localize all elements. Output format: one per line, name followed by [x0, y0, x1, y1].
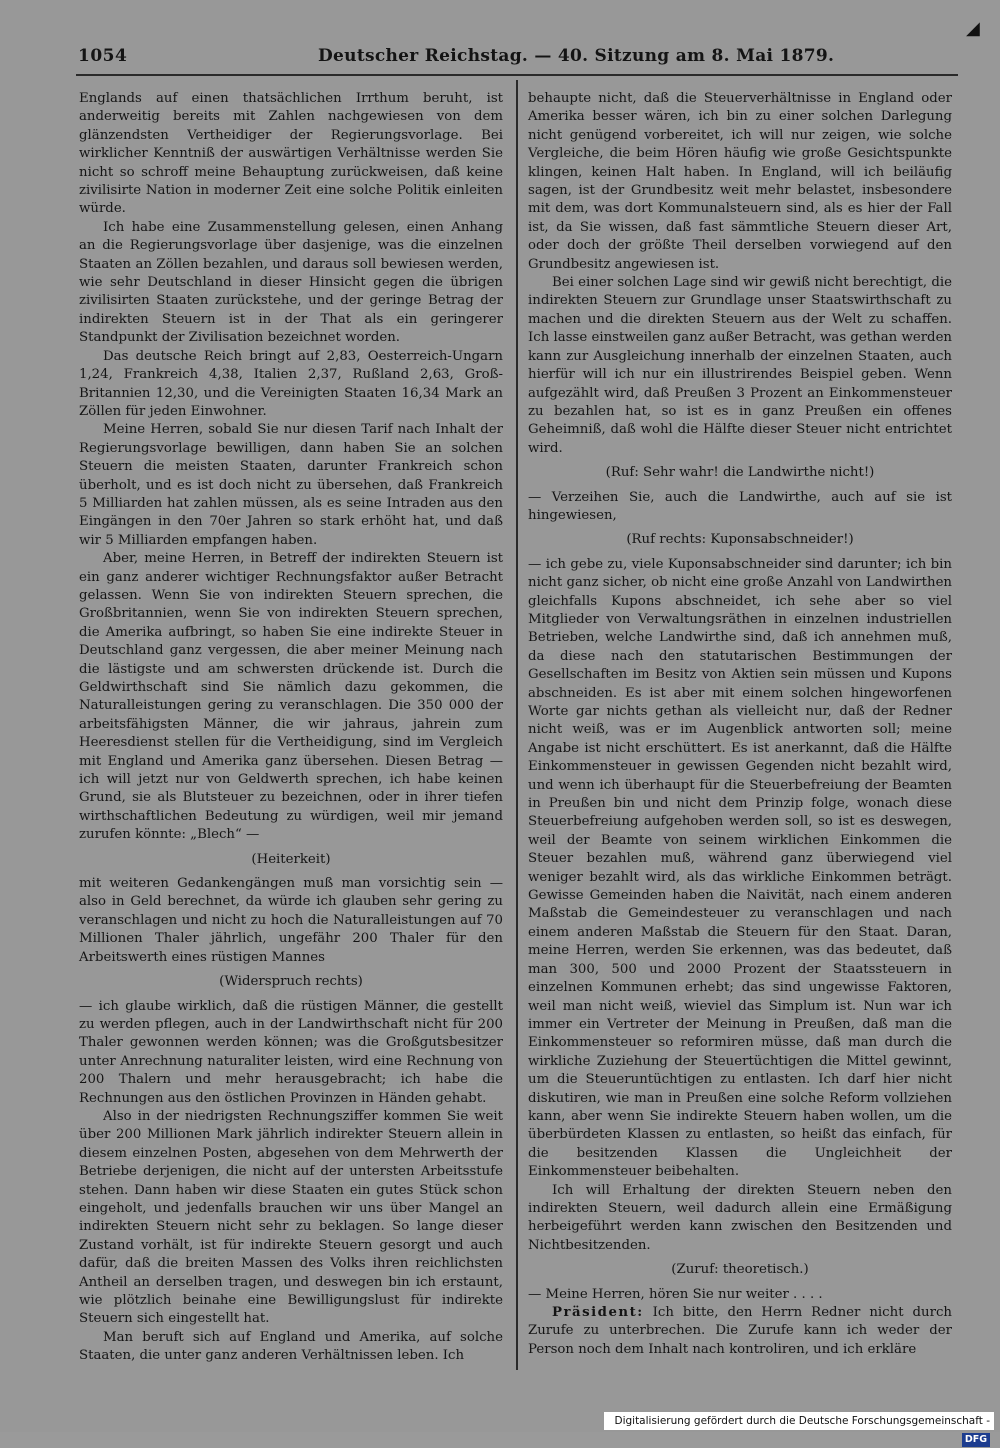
credit-text: Digitalisierung gefördert durch die Deutsche Forschungsgemeinschaft - [614, 1415, 990, 1427]
column-rule [516, 80, 518, 1370]
paragraph: behaupte nicht, daß die Steuerverhältnisse in England oder Amerika besser wären, ich bin zu einer solchen Darlegung nicht genügend vorbereitet, ich will nur zeigen, wie solche Vergleiche, die beim Hören häufig wie große Gesichtspunkte klingen, keinen Halt haben. In England, will ich beiläufig sagen, ist der Grundbesitz weit mehr belastet, insbesondere mit dem, was dort Kommunalsteuern sind, als es hier der Fall ist, da Sie wissen, daß fast sämmtliche Steuern dieser Art, oder doch der größte Theil derselben vorwiegend auf den Grundbesitz angewiesen ist. [528, 91, 952, 272]
paragraph: — ich glaube wirklich, daß die rüstigen Männer, die gestellt zu werden pflegen, auch in der Landwirthschaft nicht für 200 Thaler gewonnen werden können; was die Großgutsbesitzer unter Anrechnung naturaliter leisten, wird eine Rechnung von 200 Thalern und mehr herausgebracht; ich habe die Rechnungen aus den östlichen Provinzen in Händen gehabt. [79, 998, 503, 1106]
interjection: (Heiterkeit) [251, 851, 331, 867]
page-number: 1054 [78, 46, 128, 66]
paragraph: Bei einer solchen Lage sind wir gewiß nicht berechtigt, die indirekten Steuern zur Grundlage unser Staatswirthschaft zu machen und die direkten Steuern aus der Welt zu schaffen. Ich lasse einstweilen ganz außer Betracht, was gethan werden kann zur Ausgleichung innerhalb der einzelnen Staaten, auch hierfür will ich nur ein illustrirendes Beispiel geben. Wenn aufgezählt wird, daß Preußen 3 Prozent an Einkommensteuer zu bezahlen hat, so ist es in ganz Preußen ein offenes Geheimniß, daß wohl die Hälfte dieser Steuer nicht entrichtet wird. [528, 275, 952, 456]
speaker-name: Präsident: [552, 1305, 644, 1320]
paragraph: Meine Herren, sobald Sie nur diesen Tarif nach Inhalt der Regierungsvorlage bewilligen, dann haben Sie an solchen Steuern die meisten Staaten, darunter Frankreich schon überholt, und es ist doch nicht zu übersehen, daß Frankreich 5 Milliarden hat zahlen müssen, als es seine Intraden aus den Eingängen in den 70er Jahren so stark erhöht hat, und daß wir 5 Milliarden empfangen haben. [79, 422, 503, 548]
interjection: (Widerspruch rechts) [219, 974, 363, 990]
speaker-text: Ich bitte, den Herrn Redner nicht durch Zurufe zu unterbrechen. Die Zurufe kann ich weder der Person noch dem Inhalt nach kontroliren, und ich erkläre [528, 1305, 952, 1357]
paragraph: Man beruft sich auf England und Amerika, auf solche Staaten, die unter ganz anderen Verhältnissen leben. Ich [79, 1329, 503, 1364]
header-rule [76, 74, 958, 76]
paragraph: — Verzeihen Sie, auch die Landwirthe, auch auf sie ist hingewiesen, [528, 489, 952, 523]
paragraph: — ich gebe zu, viele Kuponsabschneider sind darunter; ich bin nicht ganz sicher, ob nicht eine große Anzahl von Landwirthen gleichfalls Kupons abschneidet, ich sehe aber so viel Mitglieder von Verwaltungsräthen in einzelnen industriellen Betrieben, welche Landwirthe sind, daß ich annehmen muß, da diese nach den statutarischen Bestimmungen der Gesellschaften im Besitz von Aktien sein müssen und Kupons abschneiden. Es ist aber mit einem solchen hingeworfenen Worte gar nichts gethan als vielleicht nur, daß der Redner nicht weiß, was er im Augenblick antworten soll; meine Angabe ist nicht erschüttert. Es ist anerkannt, daß die Hälfte Einkommensteuer in gewissen Gegenden nicht bezahlt wird, und wenn ich überhaupt für die Steuerbefreiung der Beamten in Preußen bin und nicht dem Prinzip folge, wonach diese Steuerbefreiung aufgehoben werden soll, so ist es deswegen, weil der Beamte von seinem wirklichen Einkommen die Steuer bezahlen muß, während ganz überwiegend viel weniger bezahlt wird, als das wirkliche Einkommen beträgt. Gewisse Gemeinden haben die Naivität, nach einem anderen Maßstab die Gemeindesteuer zu veranschlagen und nach einem anderen Maßstab die Steuern für den Staat. Daran, meine Herren, werden Sie erkennen, was das bedeutet, daß man 300, 500 und 2000 Prozent der Staatssteuern in einzelnen Kommunen erhebt; das sind ungewisse Faktoren, weil man nicht weiß, wieviel das Simplum ist. Nun war ich immer ein Vertreter der Meinung in Preußen, daß man die Einkommensteuer so reformiren müsse, daß man durch die wirkliche Zuziehung der Steuertüchtigen die Mittel gewinnt, um die Steueruntüchtigen zu entlasten. Ich darf hier nicht diskutiren, wie man in Preußen eine solche Reform vollziehen kann, aber wenn Sie indirekte Steuern haben wollen, um die überbürdeten Klassen zu entlasten, so heißt das einfach, für die besitzenden Klassen die Ungleichheit der Einkommensteuer beibehalten. [528, 556, 952, 1180]
paragraph: — Meine Herren, hören Sie nur weiter . . . . [528, 1286, 823, 1302]
speaker-paragraph [528, 1304, 952, 1359]
page-header [78, 46, 958, 72]
paragraph: Aber, meine Herren, in Betreff der indirekten Steuern ist ein ganz anderer wichtiger Rechnungsfaktor außer Betracht gelassen. Wenn Sie von indirekten Steuern sprechen, die Großbritannien, wenn Sie von indirekten Steuern sprechen, die Amerika aufbringt, so haben Sie eine indirekte Steuer in Deutschland ganz vergessen, die aber meiner Meinung nach die lästigste und am schwersten drückende ist. Durch die Geldwirthschaft sind Sie nämlich dazu gekommen, die Naturalleistungen gering zu veranschlagen. Die 350 000 der arbeitsfähigsten Männer, die wir jahraus, jahrein zum Heeresdienst stellen für die Vertheidigung, sind im Vergleich mit England und Amerika ganz übersehen. Diesen Betrag — ich will jetzt nur von Geldwerth sprechen, ich habe keinen Grund, sie als Blutsteuer zu bezeichnen, oder in ihrer tiefen wirthschaftlichen Bedeutung zu würdigen, weil mir jemand zurufen könnte: „Blech“ — [79, 551, 503, 843]
interjection: (Ruf: Sehr wahr! die Landwirthe nicht!) [605, 465, 875, 481]
paragraph: Englands auf einen thatsächlichen Irrthum beruht, ist anderweitig bereits mit Zahlen nachgewiesen von dem glänzendsten Vertheidiger der Regierungsvorlage. Bei wirklicher Kenntniß der auswärtigen Verhältnisse werden Sie nicht so schroff meine Behauptung zurückweisen, daß keine zivilisirte Nation in moderner Zeit eine solche Politik einleiten würde. [79, 91, 503, 217]
interjection: (Ruf rechts: Kuponsabschneider!) [626, 532, 854, 548]
paragraph: mit weiteren Gedankengängen muß man vorsichtig sein — also in Geld berechnet, da würde ich glauben sehr gering zu veranschlagen und nicht zu hoch die Naturalleistungen auf 70 Millionen Thaler jährlich, ungefähr 200 Thaler für den Arbeitswerth eines rüstigen Mannes [79, 876, 503, 965]
dfg-logo: DFG [962, 1433, 990, 1447]
paragraph: Also in der niedrigsten Rechnungsziffer kommen Sie weit über 200 Millionen Mark jährlich indirekter Steuern allein in diesem einzelnen Posten, abgesehen von dem Mehrwerth der Betriebe derjenigen, die nicht auf der untersten Arbeitsstufe stehen. Dann haben wir diese Staaten ein gutes Stück schon eingeholt, und jedenfalls brauchen wir uns über Mangel an indirekten Steuern nicht sehr zu beklagen. So lange dieser Zustand vorhält, ist für indirekte Steuern gesorgt und auch dafür, daß die breiten Massen des Volks ihren reichlichsten Antheil an derselben tragen, und deswegen bin ich erstaunt, wie plötzlich beinahe eine Bewilligungslust für indirekte Steuern sich eingestellt hat. [79, 1108, 503, 1327]
paragraph: Ich habe eine Zusammenstellung gelesen, einen Anhang an die Regierungsvorlage über dasjenige, was die einzelnen Staaten an Zöllen bezahlen, und daraus soll bewiesen werden, wie sehr Deutschland in dieser Hinsicht gegen die übrigen zivilisirten Staaten zurückstehe, und der geringe Betrag der indirekten Steuern ist in der That als ein geringerer Standpunkt der Zivilisation bezeichnet worden. [79, 219, 503, 346]
paragraph: Das deutsche Reich bringt auf 2,83, Oesterreich-Ungarn 1,24, Frankreich 4,38, Italien 2,37, Rußland 2,63, Groß-Britannien 12,30, und die Vereinigten Staaten 16,34 Mark an Zöllen für jeden Einwohner. [79, 348, 503, 419]
running-head: Deutscher Reichstag. — 40. Sitzung am 8. Mai 1879. [318, 46, 835, 66]
right-column [528, 90, 952, 1359]
interjection: (Zuruf: theoretisch.) [671, 1262, 809, 1278]
left-column [79, 90, 503, 1366]
paragraph: Ich will Erhaltung der direkten Steuern neben den indirekten Steuern, weil dadurch allein eine Ermäßigung herbeigeführt werden kann zwischen den Besitzenden und Nichtbesitzenden. [528, 1182, 952, 1253]
scan-corner-mark: ◢ [966, 18, 980, 39]
digitization-credit [604, 1412, 994, 1445]
